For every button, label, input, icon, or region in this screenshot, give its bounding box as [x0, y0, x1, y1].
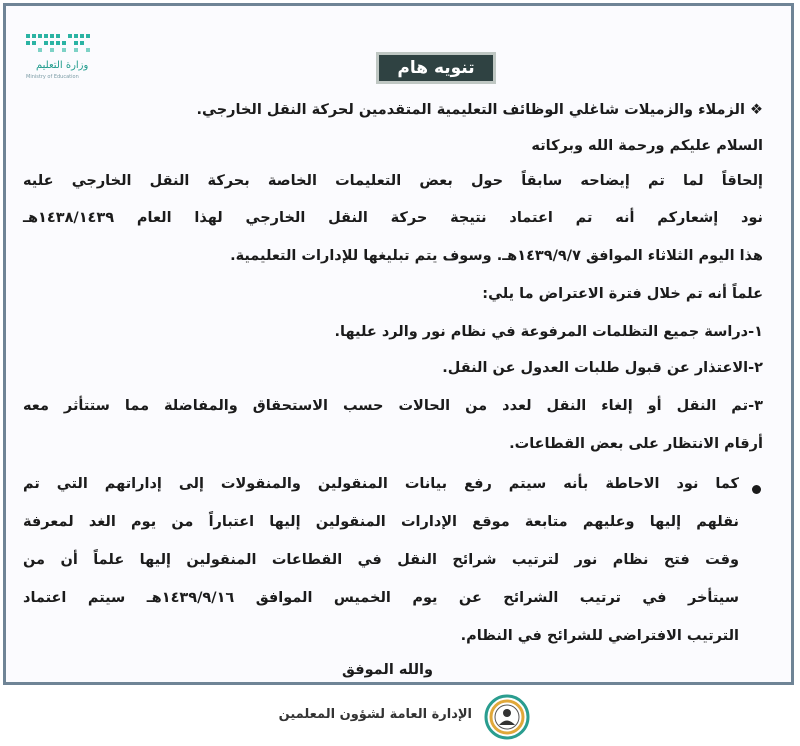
bullet-paragraph-line: الترتيب الافتراضي للشرائح في النظام.	[460, 628, 739, 644]
department-name: الإدارة العامة لشؤون المعلمين	[278, 707, 472, 722]
ministry-name: وزارة التعليم	[36, 60, 89, 71]
list-item: ٢-الاعتذار عن قبول طلبات العدول عن النقل.	[442, 360, 763, 376]
bullet-paragraph-line: نقلهم إليها وعليهم متابعة موقع الإدارات المنقولين إليها اعتباراً من يوم الغد لمعرفة	[23, 514, 739, 530]
list-item: ٣-تم النقل أو إلغاء النقل لعدد من الحالات حسب الاستحقاق والمفاضلة مما ستتأثر معه	[23, 398, 763, 414]
list-intro: علماً أنه تم خلال فترة الاعتراض ما يلي:	[482, 286, 763, 302]
notice-title: تنويه هام	[376, 52, 496, 84]
addressee-line: ❖ الزملاء والزميلات شاغلي الوظائف التعليمية المتقدمين لحركة النقل الخارجي.	[196, 102, 763, 118]
paragraph-line: نود إشعاركم أنه تم اعتماد نتيجة حركة النقل الخارجي لهذا العام ١٤٣٨/١٤٣٩هـ	[23, 210, 763, 226]
footer	[0, 688, 800, 746]
list-item: ١-دراسة جميع التظلمات المرفوعة في نظام نور والرد عليها.	[334, 324, 763, 340]
notice-frame	[3, 3, 794, 685]
paragraph-line: هذا اليوم الثلاثاء الموافق ١٤٣٩/٩/٧هـ. وسوف يتم تبليغها للإدارات التعليمية.	[230, 248, 763, 264]
bullet-paragraph-line: وقت فتح نظام نور لترتيب شرائح النقل في القطاعات المنقولين إليها علماً أن من	[23, 552, 739, 568]
teacher-affairs-icon	[484, 694, 530, 740]
ministry-subtitle: Ministry of Education	[26, 74, 79, 80]
list-item-continued: أرقام الانتظار على بعض القطاعات.	[509, 436, 763, 452]
paragraph-line: إلحاقاً لما تم إيضاحه سابقاً حول بعض التعليمات الخاصة بحركة النقل الخارجي عليه	[23, 173, 763, 189]
ministry-logo	[20, 32, 96, 84]
bullet-paragraph-line: كما نود الاحاطة بأنه سيتم رفع بيانات المنقولين والمنقولات إلى إداراتهم التي تم	[23, 476, 739, 492]
bullet-icon	[752, 485, 761, 494]
ministry-logo-icon	[24, 32, 92, 58]
bullet-paragraph-line: سيتأخر في ترتيب الشرائح عن يوم الخميس الموافق ١٤٣٩/٩/١٦هـ سيتم اعتماد	[23, 590, 739, 606]
closing-line: والله الموفق	[342, 662, 433, 678]
greeting-line: السلام عليكم ورحمة الله وبركاته	[531, 138, 763, 154]
